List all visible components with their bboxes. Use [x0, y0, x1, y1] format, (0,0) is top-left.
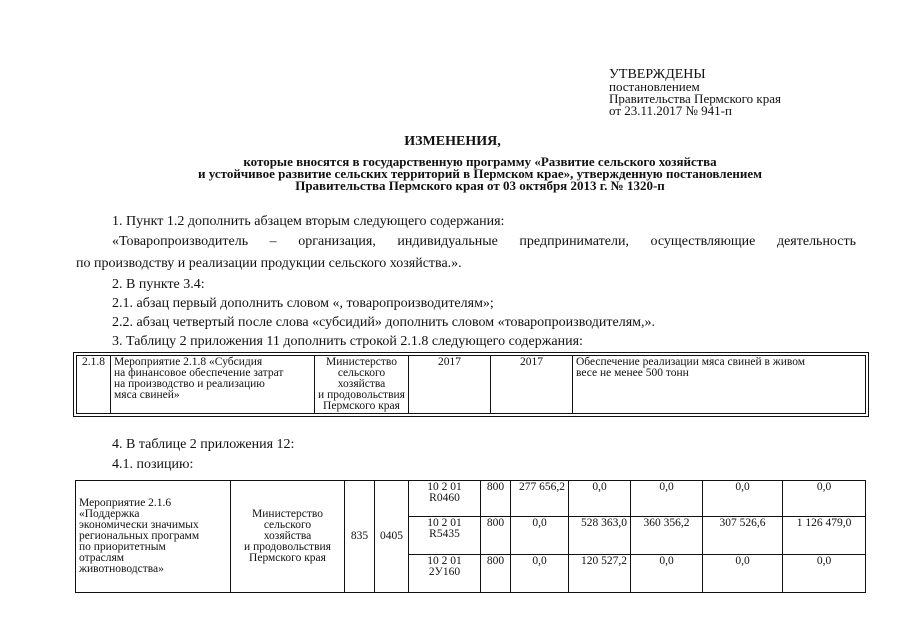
value-cell: 0,0 — [703, 481, 783, 517]
paragraph-4: 2.1. абзац первый дополнить словом «, товаропроизводителям»; — [112, 296, 494, 311]
cell-line: хозяйства — [337, 378, 386, 390]
value-cell: 0,0 — [783, 555, 866, 593]
cell-line: 10 2 01 — [427, 517, 462, 529]
vr-cell: 800 — [481, 555, 511, 593]
cell-line: на финансовое обеспечение затрат — [114, 367, 284, 379]
csr-cell — [409, 517, 481, 555]
row-number: 2.1.8 — [77, 356, 111, 414]
paragraph-6: 3. Таблицу 2 приложения 11 дополнить строкой 2.1.8 следующего содержания: — [112, 334, 583, 349]
approval-line: от 23.11.2017 № 941-п — [609, 103, 732, 118]
cell-line: мяса свиней» — [114, 389, 180, 401]
cell-line: R5435 — [429, 528, 460, 540]
csr-cell — [409, 555, 481, 593]
value-cell: 528 363,0 — [569, 517, 631, 555]
cell-line: весе не менее 500 тонн — [576, 367, 689, 379]
approval-line: УТВЕРЖДЕНЫ — [609, 67, 706, 82]
cell-line: 2У160 — [428, 566, 461, 578]
cell-line: экономически значимых — [79, 519, 199, 531]
cell-line: Обеспечение реализации мяса свиней в живом — [576, 356, 806, 368]
year-end-cell: 2017 — [491, 356, 573, 414]
event-cell — [111, 356, 315, 414]
value-cell: 1 126 479,0 — [783, 517, 866, 555]
cell-line: Министерство — [252, 508, 323, 520]
approval-stamp — [609, 69, 781, 117]
document-subtitle — [100, 156, 860, 192]
value-cell: 0,0 — [703, 555, 783, 593]
cell-line: животноводства» — [79, 563, 164, 575]
table-appendix-12 — [75, 480, 866, 593]
subtitle-line: Правительства Пермского края от 03 октября 2013 г. № 1320-п — [295, 178, 665, 193]
cell-line: по приоритетным — [79, 541, 166, 553]
value-cell: 0,0 — [511, 517, 569, 555]
event-cell — [76, 481, 231, 593]
value-cell: 360 356,2 — [631, 517, 703, 555]
cell-line: хозяйства — [263, 530, 312, 542]
table-appendix-11 — [76, 355, 866, 414]
paragraph-2b: по производству и реализации продукции сельского хозяйства.». — [76, 256, 462, 271]
value-cell: 0,0 — [569, 481, 631, 517]
cell-line: сельского — [263, 519, 312, 531]
cell-line: отраслям — [79, 552, 125, 564]
cell-line: Министерство — [326, 356, 397, 368]
approval-line: постановлением — [609, 79, 700, 94]
value-cell: 307 526,6 — [703, 517, 783, 555]
csr-cell — [409, 481, 481, 517]
value-cell: 0,0 — [511, 555, 569, 593]
paragraph-2a: «Товаропроизводитель – организация, индивидуальные предприниматели, осуществляющие деятельность — [112, 234, 856, 249]
cell-line: R0460 — [429, 492, 460, 504]
table-row — [76, 481, 866, 517]
subtitle-line: и устойчивое развитие сельских территорий в Пермском крае», утвержденную постановлением — [198, 166, 762, 181]
value-cell: 0,0 — [783, 481, 866, 517]
cell-line: 10 2 01 — [427, 481, 462, 493]
paragraph-7: 4. В таблице 2 приложения 12: — [112, 437, 295, 452]
value-cell: 277 656,2 — [511, 481, 569, 517]
subtitle-line: которые вносятся в государственную программу «Развитие сельского хозяйства — [243, 154, 717, 169]
ministry-cell — [315, 356, 409, 414]
result-cell — [573, 356, 866, 414]
cell-line: и продовольствия — [318, 389, 405, 401]
approval-line: Правительства Пермского края — [609, 91, 781, 106]
cell-line: и продовольствия — [244, 541, 331, 553]
cell-line: на производство и реализацию — [114, 378, 265, 390]
cell-line: сельского — [337, 367, 386, 379]
cell-line: 10 2 01 — [427, 555, 462, 567]
value-cell: 0,0 — [631, 481, 703, 517]
ministry-cell — [231, 481, 345, 593]
cell-line: Мероприятие 2.1.8 «Субсидия — [114, 356, 263, 368]
vr-cell: 800 — [481, 481, 511, 517]
cell-line: «Поддержка — [79, 508, 140, 520]
grbs-cell: 835 — [345, 481, 375, 593]
cell-line: Пермского края — [323, 400, 400, 412]
rzpr-cell: 0405 — [375, 481, 409, 593]
cell-line: Мероприятие 2.1.6 — [79, 497, 172, 509]
value-cell: 0,0 — [631, 555, 703, 593]
year-start-cell: 2017 — [409, 356, 491, 414]
table-row — [77, 356, 866, 414]
vr-cell: 800 — [481, 517, 511, 555]
paragraph-1: 1. Пункт 1.2 дополнить абзацем вторым следующего содержания: — [112, 214, 505, 229]
paragraph-8: 4.1. позицию: — [112, 457, 194, 472]
paragraph-3: 2. В пункте 3.4: — [112, 277, 205, 292]
cell-line: Пермского края — [249, 552, 326, 564]
paragraph-5: 2.2. абзац четвертый после слова «субсидий» дополнить словом «товаропроизводителям,». — [112, 315, 656, 330]
document-title: ИЗМЕНЕНИЯ, — [404, 134, 501, 149]
cell-line: региональных программ — [79, 530, 200, 542]
value-cell: 120 527,2 — [569, 555, 631, 593]
